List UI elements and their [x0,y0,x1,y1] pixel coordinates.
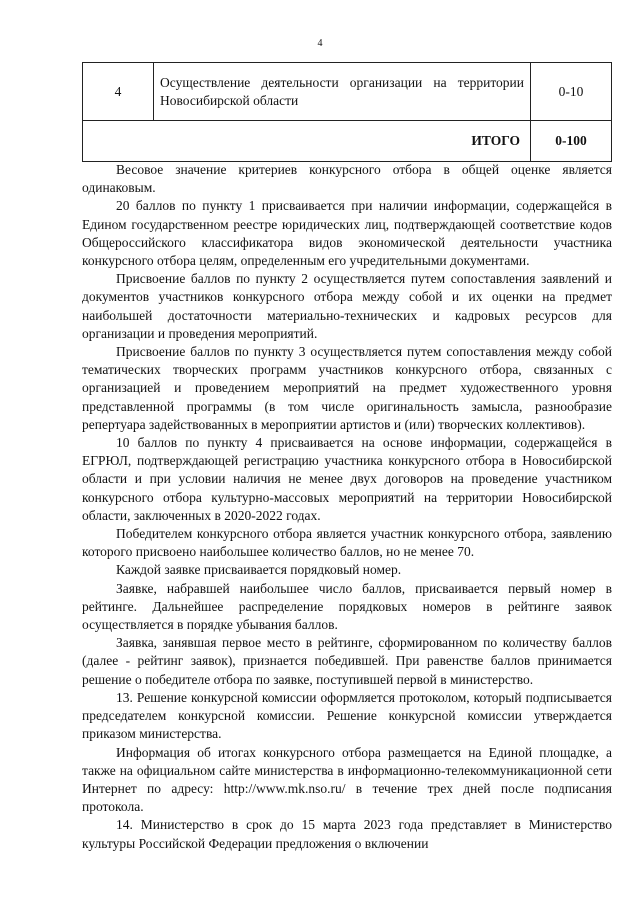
table-total-row [83,121,612,162]
paragraph: 20 баллов по пункту 1 присваивается при наличии информации, содержащейся в Едином государственном реестре юридических лиц, подтверждающей соответствие кодов Общероссийского классификатора видов экономической деятельности участника конкурсного отбора целям, определенным его учредительными документами. [82,198,612,269]
criteria-table [82,62,612,162]
total-label: ИТОГО [83,121,531,162]
table-row [83,63,612,121]
paragraph: Каждой заявке присваивается порядковый номер. [116,562,402,578]
paragraph: Победителем конкурсного отбора является участник конкурсного отбора, заявлению которого присвоено наибольшее количество баллов, но не менее 70. [82,526,612,560]
paragraph: Заявка, занявшая первое место в рейтинге, сформированном по количеству баллов (далее - рейтинг заявок), признается победившей. При равенстве баллов принимается решение о победителе отбора по заявке, поступившей первой в министерство. [82,635,612,687]
paragraph: Присвоение баллов по пункту 3 осуществляется путем сопоставления между собой тематических творческих программ участников конкурсного отбора, связанных с организацией и проведением мероприятий на предмет художественного уровня представленной программы (в том числе оригинальность замысла, разнообразие репертуара задействованных в мероприятии артистов и (или) творческих коллективов). [82,344,612,432]
paragraph: Информация об итогах конкурсного отбора размещается на Единой площадке, а также на официальном сайте министерства в информационно-телекоммуникационной сети Интернет по адресу: http://www.mk.nso.ru/ в течение трех дней после подписания протокола. [82,744,612,815]
document-body [82,161,612,853]
criterion-text: Осуществление деятельности организации на территории Новосибирской области [154,63,531,121]
total-score: 0-100 [531,121,612,162]
paragraph: 10 баллов по пункту 4 присваивается на основе информации, содержащейся в ЕГРЮЛ, подтверждающей регистрацию участника конкурсного отбора в Новосибирской области и при условии наличия не менее двух договоров на проведение участником конкурсного отбора культурно-массовых мероприятий на территории Новосибирской области, заключенных в 2020-2022 годах. [82,435,612,523]
paragraph: 14. Министерство в срок до 15 марта 2023 года представляет в Министерство культуры Российской Федерации предложения о включении [82,817,612,851]
criterion-score: 0-10 [531,63,612,121]
page-number: 4 [317,38,323,49]
paragraph: Весовое значение критериев конкурсного отбора в общей оценке является одинаковым. [82,162,612,196]
paragraph: Заявке, набравшей наибольшее число баллов, присваивается первый номер в рейтинге. Дальнейшее распределение порядковых номеров в рейтинге заявок осуществляется в порядке убывания баллов. [82,580,612,633]
paragraph: 13. Решение конкурсной комиссии оформляется протоколом, который подписывается председателем конкурсной комиссии. Решение конкурсной комиссии утверждается приказом министерства. [82,689,612,742]
paragraph: Присвоение баллов по пункту 2 осуществляется путем сопоставления заявлений и документов участников конкурсного отбора между собой и их оценки на предмет наибольшей достаточности материально-технических и кадровых ресурсов для организации и проведения мероприятий. [82,271,612,341]
criterion-number: 4 [83,63,154,121]
